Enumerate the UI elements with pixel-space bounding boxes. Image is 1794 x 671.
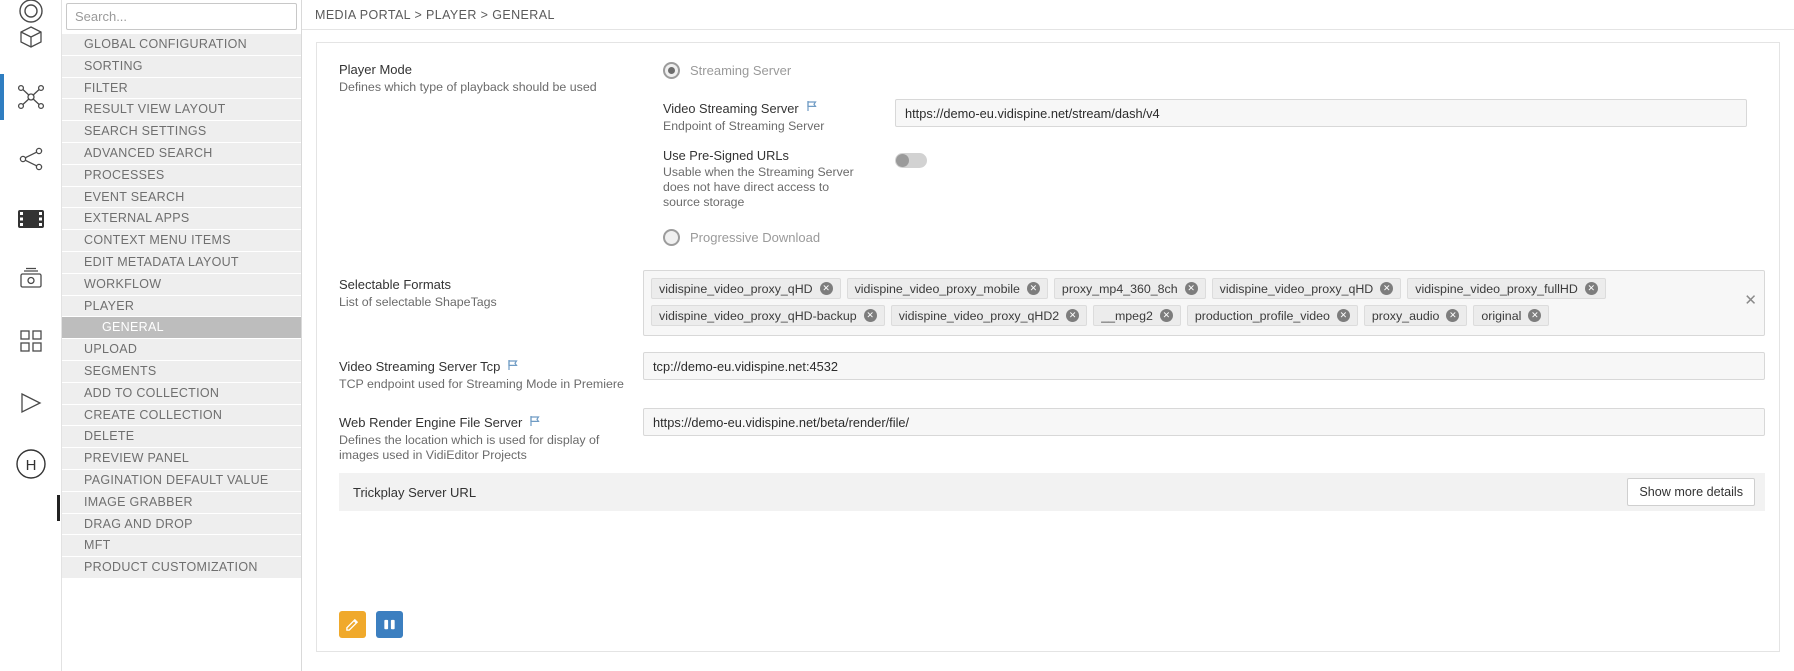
- share-nodes-icon[interactable]: [8, 136, 54, 182]
- format-chip[interactable]: [1212, 278, 1402, 299]
- rail-active-indicator: [0, 74, 4, 120]
- player-mode-description: Defines which type of playback should be used: [339, 80, 597, 94]
- format-chip-label: vidispine_video_proxy_qHD: [659, 281, 813, 296]
- sidebar-item-external-apps[interactable]: [62, 208, 301, 230]
- video-streaming-server-tcp-input[interactable]: [643, 352, 1765, 380]
- chip-remove-icon[interactable]: ✕: [1446, 309, 1459, 322]
- sidebar-item-label: SORTING: [84, 58, 143, 73]
- show-more-details-button[interactable]: Show more details: [1627, 478, 1755, 506]
- use-presigned-urls-description: Usable when the Streaming Server does not have direct access to source storage: [663, 165, 854, 209]
- sidebar-item-image-grabber[interactable]: [62, 492, 301, 514]
- radio-streaming-server-label: Streaming Server: [690, 62, 792, 78]
- sidebar-item-player[interactable]: [62, 296, 301, 318]
- sidebar-item-preview-panel[interactable]: [62, 448, 301, 470]
- main-content: [302, 0, 1794, 671]
- format-chip[interactable]: [891, 305, 1088, 326]
- chip-remove-icon[interactable]: ✕: [1337, 309, 1350, 322]
- sidebar-item-label: GLOBAL CONFIGURATION: [84, 37, 247, 51]
- toggle-knob: [896, 154, 909, 167]
- trickplay-strip: [339, 473, 1765, 511]
- use-presigned-urls-field: [643, 148, 1765, 210]
- chip-remove-icon[interactable]: ✕: [1585, 282, 1598, 295]
- sidebar-item-result-view-layout[interactable]: [62, 99, 301, 121]
- cube-icon[interactable]: [8, 14, 54, 60]
- radio-streaming-server[interactable]: [643, 55, 1765, 85]
- video-streaming-server-field: [643, 99, 1765, 134]
- tcp-label-col: [317, 352, 643, 392]
- web-render-label: Web Render Engine File Server: [339, 415, 523, 430]
- sidebar-item-segments[interactable]: [62, 361, 301, 383]
- search-input[interactable]: [66, 3, 297, 30]
- search-container: [62, 0, 301, 34]
- use-presigned-urls-label: Use Pre-Signed URLs: [663, 148, 789, 163]
- edit-button[interactable]: [339, 611, 366, 638]
- radio-progressive-download[interactable]: [643, 222, 1765, 252]
- panel-actions: [339, 611, 403, 638]
- sidebar-item-global-configuration[interactable]: [62, 34, 301, 56]
- sidebar-item-general[interactable]: [62, 317, 301, 339]
- format-chip-label: vidispine_video_proxy_qHD: [1219, 281, 1374, 296]
- format-chip-label: vidispine_video_proxy_qHD-backup: [659, 308, 857, 323]
- format-chip-label: vidispine_video_proxy_qHD2: [898, 308, 1060, 323]
- chip-list: [648, 275, 1736, 329]
- chip-remove-icon[interactable]: ✕: [1528, 309, 1541, 322]
- selectable-formats-description: List of selectable ShapeTags: [339, 295, 497, 309]
- sidebar-item-label: PAGINATION DEFAULT VALUE: [84, 472, 269, 487]
- sidebar-item-label: SEGMENTS: [84, 363, 157, 378]
- sidebar-item-pagination-default-value[interactable]: [62, 470, 301, 492]
- use-presigned-urls-toggle[interactable]: [895, 153, 927, 168]
- format-chip-label: vidispine_video_proxy_mobile: [854, 281, 1020, 296]
- sidebar-item-label: SEARCH SETTINGS: [84, 124, 207, 139]
- sidebar-item-context-menu-items[interactable]: [62, 230, 301, 252]
- breadcrumb: MEDIA PORTAL > PLAYER > GENERAL: [302, 0, 1794, 30]
- clear-all-icon[interactable]: ✕: [1744, 292, 1757, 309]
- radio-progressive-download-label: Progressive Download: [690, 229, 821, 245]
- video-streaming-server-label: Video Streaming Server: [663, 100, 799, 116]
- sidebar-item-label: FILTER: [84, 80, 128, 95]
- settings-nav-column: [62, 0, 302, 671]
- sidebar-item-product-customization[interactable]: [62, 557, 301, 579]
- web-render-engine-file-server-input[interactable]: [643, 408, 1765, 436]
- selectable-formats-label-col: [317, 270, 643, 336]
- format-chip-label: original: [1481, 308, 1522, 323]
- settings-nav-list: [62, 34, 301, 579]
- format-chip[interactable]: [1093, 305, 1181, 326]
- general-settings-panel: [316, 42, 1780, 652]
- send-icon[interactable]: [8, 380, 54, 426]
- format-chip-label: vidispine_video_proxy_fullHD: [1415, 281, 1578, 296]
- video-streaming-server-description: Endpoint of Streaming Server: [663, 119, 825, 133]
- format-chip[interactable]: [1473, 305, 1549, 326]
- hercules-avatar-icon[interactable]: [8, 441, 54, 487]
- radio-progressive-download-indicator[interactable]: [663, 229, 680, 246]
- sidebar-item-label: IMAGE GRABBER: [84, 494, 193, 509]
- tcp-description: TCP endpoint used for Streaming Mode in Premiere: [339, 377, 624, 391]
- selectable-formats-row: [317, 270, 1779, 336]
- compare-button[interactable]: [376, 611, 403, 638]
- selectable-formats-label: Selectable Formats: [339, 277, 451, 292]
- chip-remove-icon[interactable]: ✕: [1160, 309, 1173, 322]
- sidebar-item-label: PROCESSES: [84, 167, 165, 182]
- format-chip-label: proxy_audio: [1371, 308, 1440, 323]
- player-mode-row: [317, 55, 1779, 252]
- format-chip[interactable]: [1054, 278, 1206, 299]
- sidebar-item-drag-and-drop[interactable]: [62, 514, 301, 536]
- flag-icon: [529, 415, 541, 430]
- sidebar-item-label: ADD TO COLLECTION: [84, 385, 220, 400]
- sidebar-item-label: WORKFLOW: [84, 276, 162, 291]
- svg-text:H: H: [25, 457, 37, 474]
- sidebar-item-label: EVENT SEARCH: [84, 189, 185, 204]
- sidebar-item-label: MFT: [84, 538, 111, 553]
- sidebar-item-label: UPLOAD: [84, 342, 138, 357]
- sidebar-item-event-search[interactable]: [62, 187, 301, 209]
- sidebar-item-label: CONTEXT MENU ITEMS: [84, 233, 231, 248]
- video-streaming-server-input[interactable]: [895, 99, 1747, 127]
- sidebar-item-label: DRAG AND DROP: [84, 516, 193, 531]
- chip-remove-icon[interactable]: ✕: [1185, 282, 1198, 295]
- selectable-formats-controls: [643, 270, 1779, 336]
- tcp-controls: [643, 352, 1779, 392]
- format-chip[interactable]: [1407, 278, 1606, 299]
- format-chip[interactable]: [847, 278, 1048, 299]
- sidebar-item-label: GENERAL: [102, 320, 164, 335]
- sidebar-item-mft[interactable]: [62, 535, 301, 557]
- player-mode-label-col: [317, 55, 643, 252]
- sidebar-item-upload[interactable]: [62, 339, 301, 361]
- rail-scroll-marker: [57, 495, 60, 521]
- selectable-formats-chip-box[interactable]: [643, 270, 1765, 336]
- sidebar-item-label: PRODUCT CUSTOMIZATION: [84, 560, 258, 575]
- film-icon[interactable]: [8, 196, 54, 242]
- format-chip-label: proxy_mp4_360_8ch: [1061, 281, 1178, 296]
- flag-icon: [507, 359, 519, 374]
- radio-streaming-server-indicator[interactable]: [663, 62, 680, 79]
- chip-remove-icon[interactable]: ✕: [1066, 309, 1079, 322]
- format-chip[interactable]: [1187, 305, 1358, 326]
- left-icon-rail: [0, 0, 62, 671]
- sidebar-item-label: ADVANCED SEARCH: [84, 145, 213, 160]
- trickplay-label: Trickplay Server URL: [353, 484, 477, 500]
- sidebar-item-label: DELETE: [84, 429, 135, 444]
- web-render-controls: [643, 408, 1779, 463]
- sidebar-item-delete[interactable]: [62, 426, 301, 448]
- sidebar-item-sorting[interactable]: [62, 56, 301, 78]
- format-chip[interactable]: [1364, 305, 1468, 326]
- sidebar-item-label: RESULT VIEW LAYOUT: [84, 102, 226, 117]
- player-mode-controls: [643, 55, 1779, 252]
- web-render-label-col: [317, 408, 643, 463]
- format-chip[interactable]: [651, 305, 885, 326]
- player-mode-label: Player Mode: [339, 62, 412, 77]
- sidebar-item-add-to-collection[interactable]: [62, 383, 301, 405]
- network-nodes-icon[interactable]: [8, 74, 54, 120]
- collections-icon[interactable]: [8, 256, 54, 302]
- sidebar-item-label: EXTERNAL APPS: [84, 211, 190, 226]
- sidebar-item-label: PLAYER: [84, 298, 135, 313]
- web-render-description: Defines the location which is used for display of images used in VidiEditor Projects: [339, 433, 600, 462]
- sidebar-item-filter[interactable]: [62, 78, 301, 100]
- sidebar-item-workflow[interactable]: [62, 274, 301, 296]
- chip-remove-icon[interactable]: ✕: [1027, 282, 1040, 295]
- sidebar-item-search-settings[interactable]: [62, 121, 301, 143]
- sidebar-item-label: CREATE COLLECTION: [84, 407, 223, 422]
- sidebar-item-processes[interactable]: [62, 165, 301, 187]
- tcp-label: Video Streaming Server Tcp: [339, 359, 501, 374]
- format-chip-label: production_profile_video: [1194, 308, 1330, 323]
- format-chip-label: __mpeg2: [1101, 308, 1153, 323]
- sidebar-item-edit-metadata-layout[interactable]: [62, 252, 301, 274]
- chip-remove-icon[interactable]: ✕: [820, 282, 833, 295]
- sidebar-item-label: PREVIEW PANEL: [84, 451, 190, 466]
- flag-icon: [806, 99, 818, 117]
- format-chip[interactable]: [651, 278, 841, 299]
- grid-frames-icon[interactable]: [8, 318, 54, 364]
- sidebar-item-label: EDIT METADATA LAYOUT: [84, 254, 239, 269]
- video-streaming-server-tcp-row: [317, 352, 1779, 392]
- chip-remove-icon[interactable]: ✕: [1380, 282, 1393, 295]
- sidebar-item-create-collection[interactable]: [62, 405, 301, 427]
- sidebar-item-advanced-search[interactable]: [62, 143, 301, 165]
- web-render-engine-row: [317, 408, 1779, 463]
- chip-remove-icon[interactable]: ✕: [864, 309, 877, 322]
